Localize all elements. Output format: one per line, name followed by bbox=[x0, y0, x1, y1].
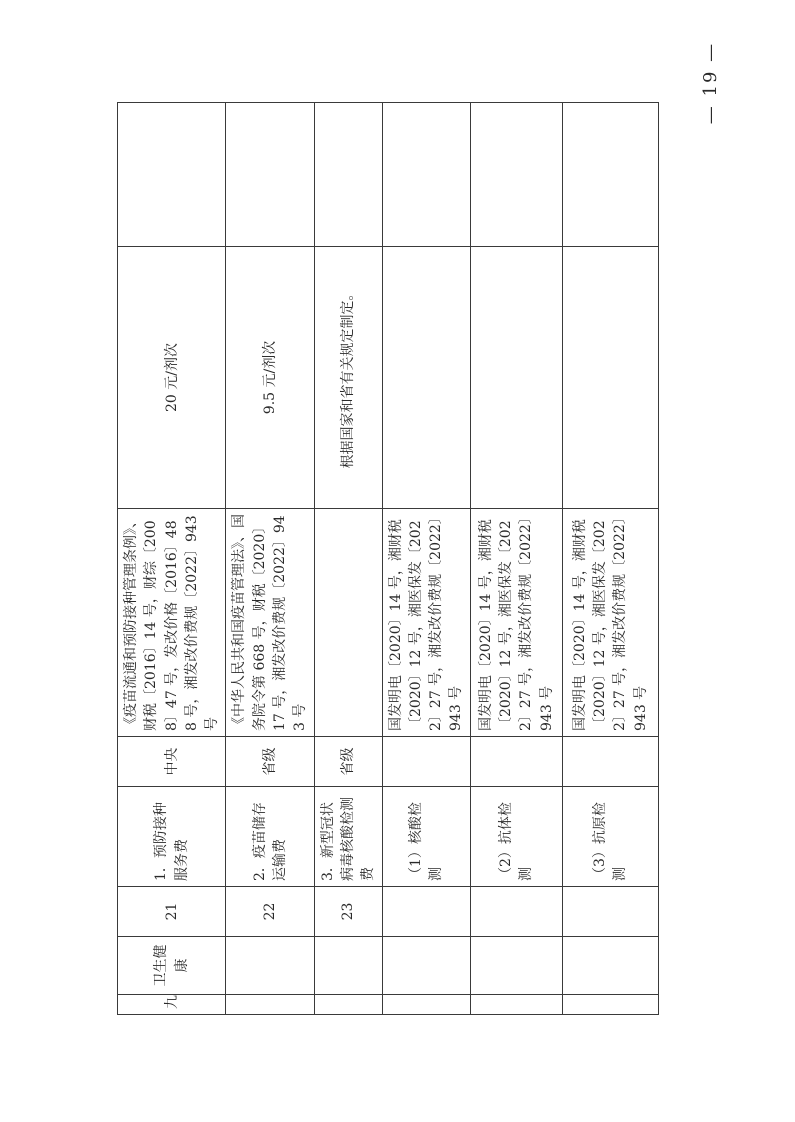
category-number bbox=[382, 995, 470, 1015]
category-number bbox=[470, 995, 562, 1015]
policy-basis: 《疫苗流通和预防接种管理条例》、财税〔2016〕14 号，财综〔2008〕47 号，发改价格〔2016〕488 号，湘发改价费规〔2022〕943 号 bbox=[118, 509, 226, 737]
category-number bbox=[562, 995, 658, 1015]
category-name bbox=[382, 937, 470, 995]
table-row bbox=[314, 103, 382, 1015]
table-row bbox=[470, 103, 562, 1015]
fee-standard bbox=[382, 247, 470, 509]
fee-item-name: 3．新型冠状病毒核酸检测费 bbox=[314, 787, 382, 887]
remark-cell bbox=[382, 103, 470, 247]
management-level: 省级 bbox=[226, 737, 314, 787]
remark-cell bbox=[470, 103, 562, 247]
category-number bbox=[226, 995, 314, 1015]
policy-basis: 《中华人民共和国疫苗管理法》、国务院令第 668 号，财税〔2020〕17 号，湘发改价费规〔2022〕943 号 bbox=[226, 509, 314, 737]
table-row bbox=[118, 103, 226, 1015]
table-row bbox=[226, 103, 314, 1015]
fee-standard: 9.5 元/剂次 bbox=[226, 247, 314, 509]
fee-item-name: 2．疫苗储存运输费 bbox=[226, 787, 314, 887]
table-row bbox=[562, 103, 658, 1015]
management-level bbox=[470, 737, 562, 787]
category-number: 九 bbox=[118, 995, 226, 1015]
fee-standard bbox=[562, 247, 658, 509]
page-number: — 19 — bbox=[700, 41, 721, 125]
policy-basis: 国发明电〔2020〕14 号，湘财税〔2020〕12 号，湘医保发〔2022〕27 号，湘发改价费规〔2022〕943 号 bbox=[562, 509, 658, 737]
fee-table bbox=[117, 102, 659, 1015]
category-name bbox=[470, 937, 562, 995]
category-name bbox=[314, 937, 382, 995]
category-name bbox=[562, 937, 658, 995]
management-level bbox=[562, 737, 658, 787]
policy-basis: 国发明电〔2020〕14 号，湘财税〔2020〕12 号，湘医保发〔2022〕27 号，湘发改价费规〔2022〕943 号 bbox=[470, 509, 562, 737]
sequence-number bbox=[470, 887, 562, 937]
fee-item-name: （1）核酸检测 bbox=[382, 787, 470, 887]
fee-item-name: （3）抗原检测 bbox=[562, 787, 658, 887]
remark-cell bbox=[314, 103, 382, 247]
fee-item-name: （2）抗体检测 bbox=[470, 787, 562, 887]
sequence-number bbox=[562, 887, 658, 937]
category-number bbox=[314, 995, 382, 1015]
policy-basis: 国发明电〔2020〕14 号，湘财税〔2020〕12 号，湘医保发〔2022〕27 号，湘发改价费规〔2022〕943 号 bbox=[382, 509, 470, 737]
remark-cell bbox=[226, 103, 314, 247]
category-name: 卫生健康 bbox=[118, 937, 226, 995]
remark-cell bbox=[562, 103, 658, 247]
remark-cell bbox=[118, 103, 226, 247]
management-level bbox=[382, 737, 470, 787]
sequence-number: 21 bbox=[118, 887, 226, 937]
sequence-number bbox=[382, 887, 470, 937]
management-level: 中央 bbox=[118, 737, 226, 787]
category-name bbox=[226, 937, 314, 995]
sequence-number: 23 bbox=[314, 887, 382, 937]
fee-item-name: 1．预防接种服务费 bbox=[118, 787, 226, 887]
table-row bbox=[382, 103, 470, 1015]
fee-standard: 20 元/剂次 bbox=[118, 247, 226, 509]
sequence-number: 22 bbox=[226, 887, 314, 937]
policy-basis bbox=[314, 509, 382, 737]
fee-standard bbox=[470, 247, 562, 509]
management-level: 省级 bbox=[314, 737, 382, 787]
fee-standard: 根据国家和省有关规定制定。 bbox=[314, 247, 382, 509]
